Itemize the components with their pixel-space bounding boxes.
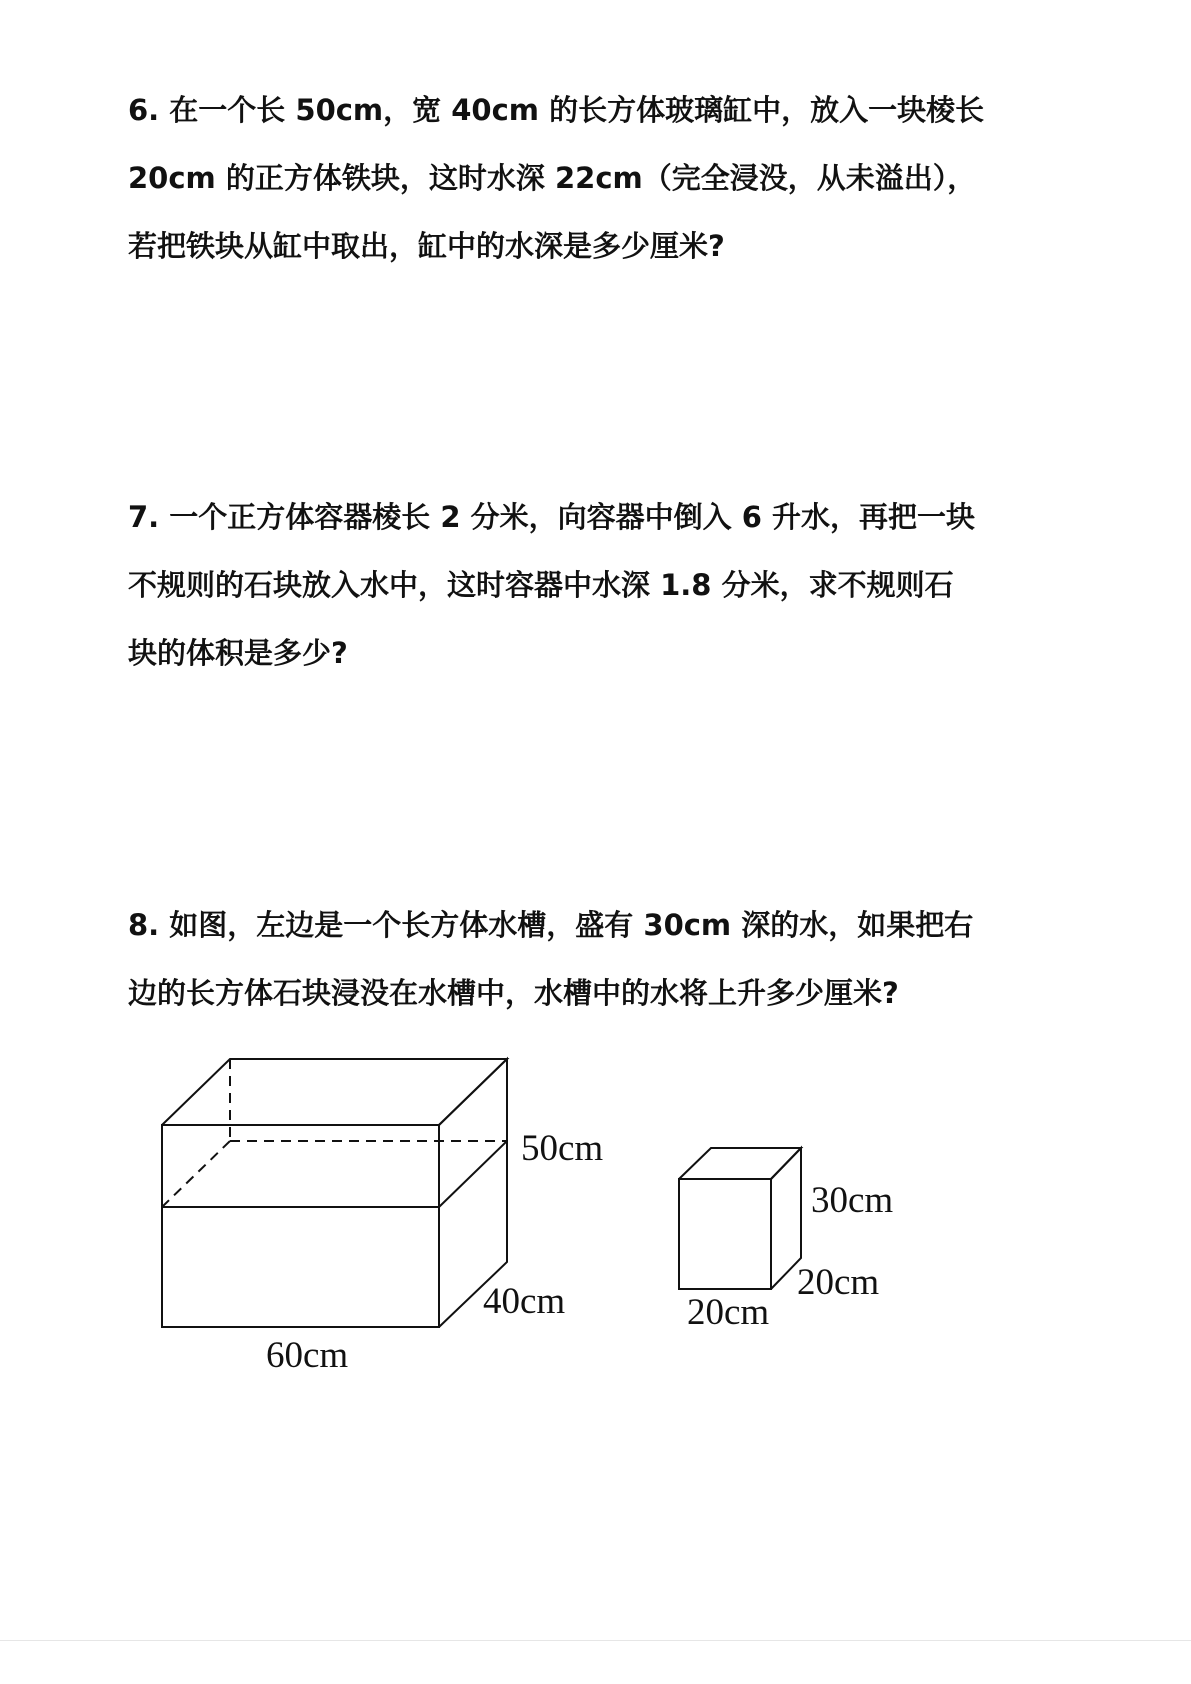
q6-line-1: 6. 在一个长 50cm，宽 40cm 的长方体玻璃缸中，放入一块棱长: [128, 93, 985, 127]
block-depth-label: 20cm: [797, 1262, 880, 1303]
q7-line-1: 7. 一个正方体容器棱长 2 分米，向容器中倒入 6 升水，再把一块: [128, 500, 976, 534]
water-surface-side: [439, 1141, 507, 1207]
tank-front-face: [162, 1125, 439, 1327]
water-tank-diagram: [162, 1059, 507, 1327]
q7-line-2: 不规则的石块放入水中，这时容器中水深 1.8 分米，求不规则石: [128, 568, 954, 602]
q6-line-3: 若把铁块从缸中取出，缸中的水深是多少厘米?: [128, 229, 725, 263]
tank-hidden-edges: [162, 1059, 507, 1207]
q8-line-2: 边的长方体石块浸没在水槽中，水槽中的水将上升多少厘米?: [128, 976, 899, 1010]
block-top-face: [679, 1148, 801, 1179]
tank-length-label: 60cm: [266, 1335, 349, 1376]
block-front-face: [679, 1179, 771, 1289]
q8-line-1: 8. 如图，左边是一个长方体水槽，盛有 30cm 深的水，如果把右: [128, 908, 974, 942]
q6-line-2: 20cm 的正方体铁块，这时水深 22cm（完全浸没，从未溢出），: [128, 161, 977, 195]
stone-block-diagram: [679, 1148, 801, 1289]
tank-top-face: [162, 1059, 507, 1125]
tank-height-label: 50cm: [521, 1128, 604, 1169]
tank-depth-label: 40cm: [483, 1281, 566, 1322]
block-height-label: 30cm: [811, 1180, 894, 1221]
page-bottom-divider: [0, 1640, 1191, 1641]
q7-line-3: 块的体积是多少?: [128, 636, 348, 670]
block-length-label: 20cm: [687, 1292, 770, 1333]
